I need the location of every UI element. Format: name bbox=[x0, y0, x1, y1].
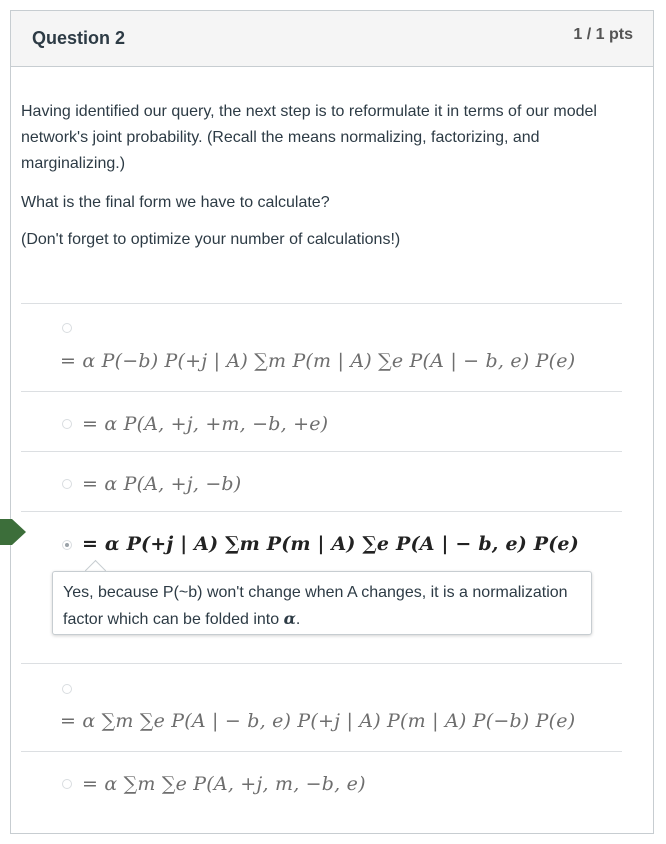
answer-radio-4[interactable] bbox=[62, 540, 72, 550]
answer-formula-2[interactable]: = α P(A, +j, +m, −b, +e) bbox=[82, 413, 329, 435]
answer-divider bbox=[21, 511, 622, 512]
question-header bbox=[11, 11, 653, 67]
question-points: 1 / 1 pts bbox=[573, 26, 633, 43]
correct-answer-marker bbox=[0, 519, 12, 545]
answer-divider bbox=[21, 303, 622, 304]
answer-divider bbox=[21, 451, 622, 452]
correct-answer-marker-tip bbox=[12, 519, 26, 545]
answer-formula-5[interactable]: = α ∑m ∑e P(A | − b, e) P(+j | A) P(m | A) P(−b) P(e) bbox=[60, 710, 576, 732]
answer-formula-4[interactable]: = α P(+j | A) ∑m P(m | A) ∑e P(A | − b, e) P(e) bbox=[82, 533, 579, 555]
answer-radio-2[interactable] bbox=[62, 419, 72, 429]
question-paragraph-3: (Don't forget to optimize your number of calculations!) bbox=[21, 231, 401, 248]
feedback-end: . bbox=[295, 611, 301, 628]
answer-radio-3[interactable] bbox=[62, 479, 72, 489]
answer-divider bbox=[21, 751, 622, 752]
answer-feedback bbox=[52, 571, 592, 635]
feedback-text: Yes, because P(~b) won't change when A changes, it is a normalization factor which can be folded into bbox=[63, 584, 568, 628]
answer-divider bbox=[21, 391, 622, 392]
answer-formula-3[interactable]: = α P(A, +j, −b) bbox=[82, 473, 242, 495]
answer-radio-5[interactable] bbox=[62, 684, 72, 694]
answer-formula-1[interactable]: = α P(−b) P(+j | A) ∑m P(m | A) ∑e P(A | − b, e) P(e) bbox=[60, 350, 576, 372]
question-title: Question 2 bbox=[32, 28, 126, 48]
question-paragraph-1: Having identified our query, the next step is to reformulate it in terms of our model network's joint probability. (Recall the means normalizing, factorizing, and marginalizing.) bbox=[21, 103, 597, 172]
answer-radio-1[interactable] bbox=[62, 323, 72, 333]
answer-radio-6[interactable] bbox=[62, 779, 72, 789]
question-paragraph-2: What is the final form we have to calculate? bbox=[21, 194, 330, 211]
answer-formula-6[interactable]: = α ∑m ∑e P(A, +j, m, −b, e) bbox=[82, 773, 366, 795]
feedback-alpha: α bbox=[283, 609, 296, 628]
answer-divider bbox=[21, 663, 622, 664]
